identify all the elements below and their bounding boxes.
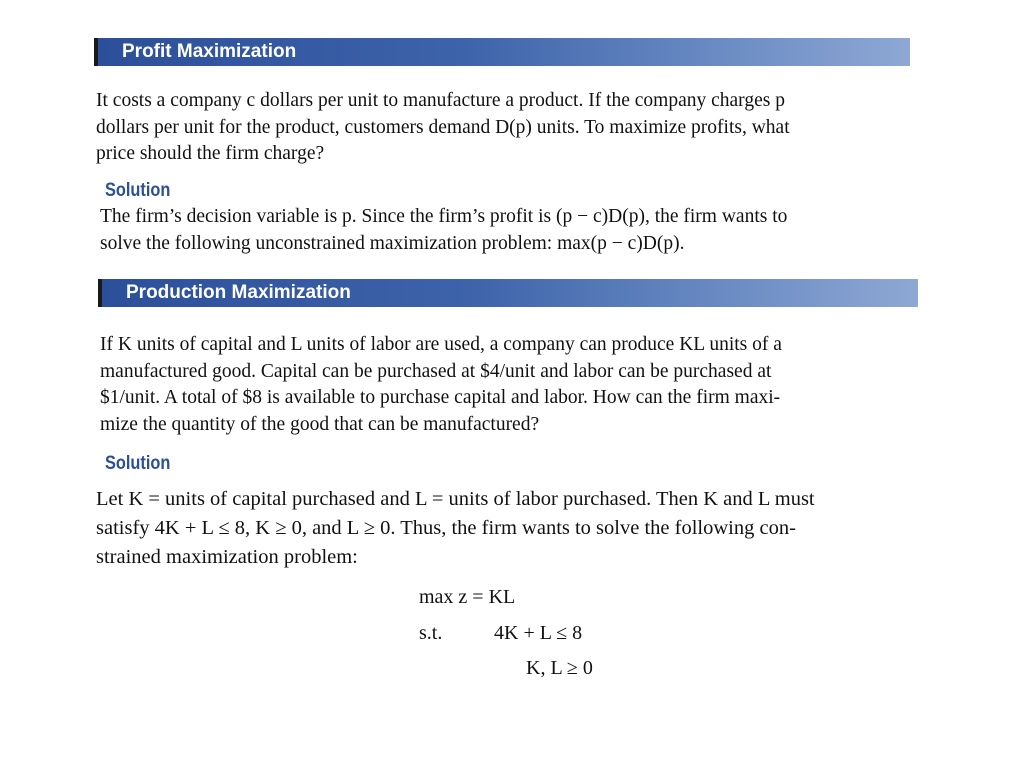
problem-statement-profit — [96, 88, 911, 168]
text-line: strained maximization problem: — [96, 546, 358, 568]
text-line: dollars per unit for the product, customers demand D(p) units. To maximize profits, what — [96, 116, 790, 138]
problem-statement-production — [100, 332, 918, 438]
text-line: It costs a company c dollars per unit to manufacture a product. If the company charges p — [96, 90, 785, 111]
solution-label: Solution — [105, 453, 171, 474]
constraint-nonnegativity: K, L ≥ 0 — [526, 657, 593, 679]
text-line: Let K = units of capital purchased and L = units of labor purchased. Then K and L must — [96, 488, 815, 510]
objective-function: max z = KL — [419, 586, 516, 608]
subject-to-label: s.t. — [419, 622, 443, 644]
text-line: manufactured good. Capital can be purchased at $4/unit and labor can be purchased at — [100, 360, 772, 382]
solution-text-production — [96, 485, 948, 572]
text-line: price should the firm charge? — [96, 143, 325, 164]
solution-text-profit — [100, 204, 918, 257]
section-heading-production-maximization: Production Maximization — [98, 279, 918, 307]
constraint-budget: 4K + L ≤ 8 — [494, 622, 583, 644]
text-line: $1/unit. A total of $8 is available to purchase capital and labor. How can the firm maxi- — [100, 387, 781, 408]
section-heading-profit-maximization: Profit Maximization — [94, 38, 910, 66]
solution-label: Solution — [105, 180, 171, 201]
text-line: satisfy 4K + L ≤ 8, K ≥ 0, and L ≥ 0. Thus, the firm wants to solve the following con- — [96, 517, 796, 539]
text-line: The firm’s decision variable is p. Since the firm’s profit is (p − c)D(p), the firm wants to — [100, 206, 788, 227]
text-line: mize the quantity of the good that can be manufactured? — [100, 413, 540, 435]
text-line: solve the following unconstrained maximization problem: max(p − c)D(p). — [100, 232, 685, 254]
text-line: If K units of capital and L units of labor are used, a company can produce KL units of a — [100, 334, 782, 355]
